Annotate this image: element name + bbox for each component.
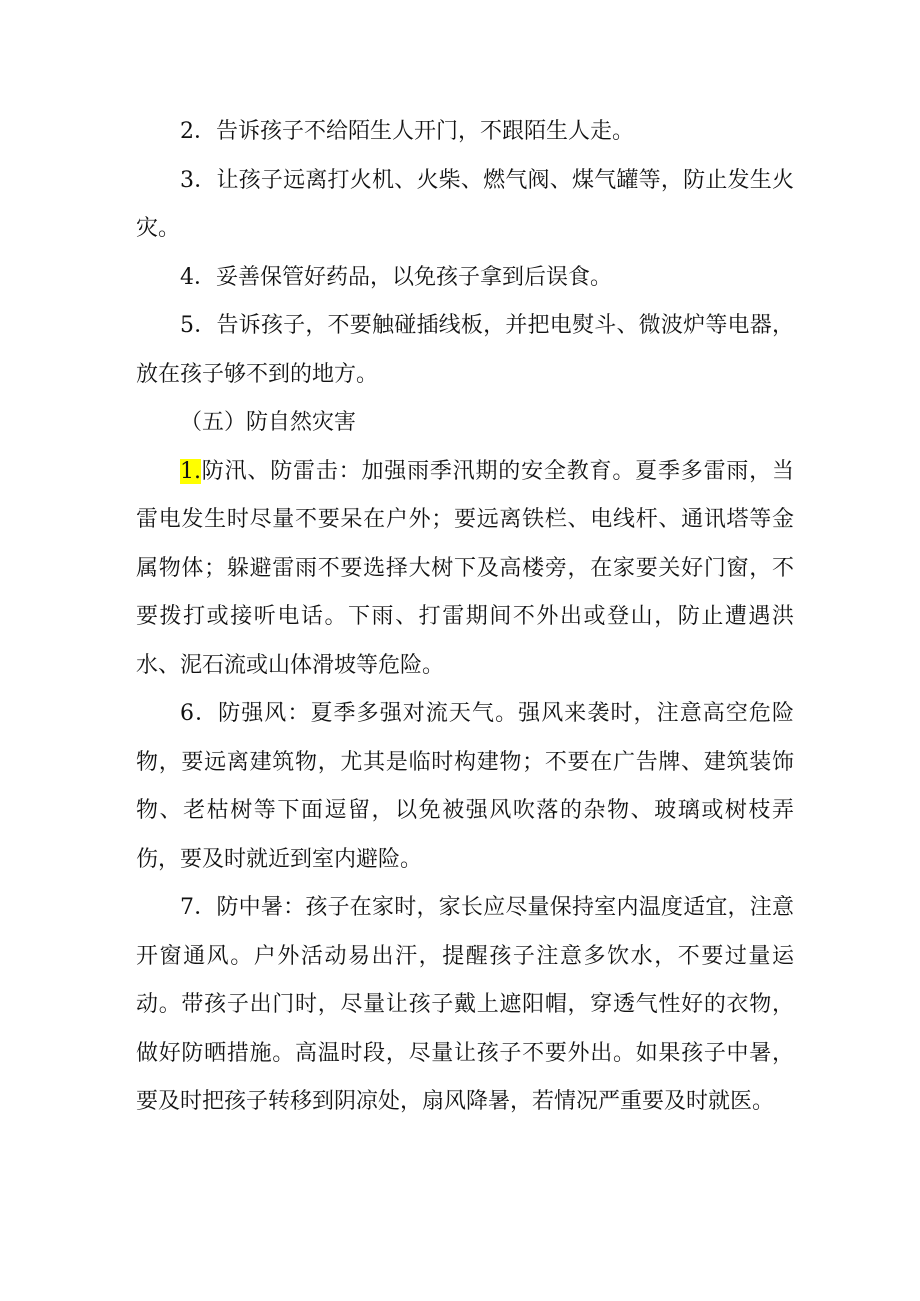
document-body xyxy=(136,108,794,1127)
paragraph-item-3: 3．让孩子远离打火机、火柴、燃气阀、煤气罐等，防止发生火灾。 xyxy=(136,167,794,241)
paragraph-item-2: 2．告诉孩子不给陌生人开门，不跟陌生人走。 xyxy=(180,119,634,144)
highlighted-number: 1. xyxy=(180,458,201,484)
paragraph-item-4: 4．妥善保管好药品，以免孩子拿到后误食。 xyxy=(180,264,612,290)
section-heading: （五）防自然灾害 xyxy=(180,410,357,435)
flood-text: 防汛、防雷击：加强雨季汛期的安全教育。夏季多雷雨，当雷电发生时尽量不要呆在户外；要远离铁栏、电线杆、通讯塔等金属物体；躲避雷雨不要选择大树下及高楼旁，在家要关好门窗，不要拨打或接听电话。下雨、打雷期间不外出或登山，防止遭遇洪水、泥石流或山体滑坡等危险。 xyxy=(136,458,794,678)
paragraph-item-6: 6．防强风：夏季多强对流天气。强风来袭时，注意高空危险物，要远离建筑物，尤其是临时构建物；不要在广告牌、建筑装饰物、老枯树等下面逗留，以免被强风吹落的杂物、玻璃或树枝弄伤，要及时就近到室内避险。 xyxy=(136,701,794,872)
paragraph-item-7: 7．防中暑：孩子在家时，家长应尽量保持室内温度适宜，注意开窗通风。户外活动易出汗，提醒孩子注意多饮水，不要过量运动。带孩子出门时，尽量让孩子戴上遮阳帽，穿透气性好的衣物，做好防晒措施。高温时段，尽量让孩子不要外出。如果孩子中暑，要及时把孩子转移到阴凉处，扇风降暑，若情况严重要及时就医。 xyxy=(136,895,794,1114)
paragraph-item-5: 5．告诉孩子，不要触碰插线板，并把电熨斗、微波炉等电器，放在孩子够不到的地方。 xyxy=(136,313,794,387)
paragraph-item-flood xyxy=(136,448,794,691)
